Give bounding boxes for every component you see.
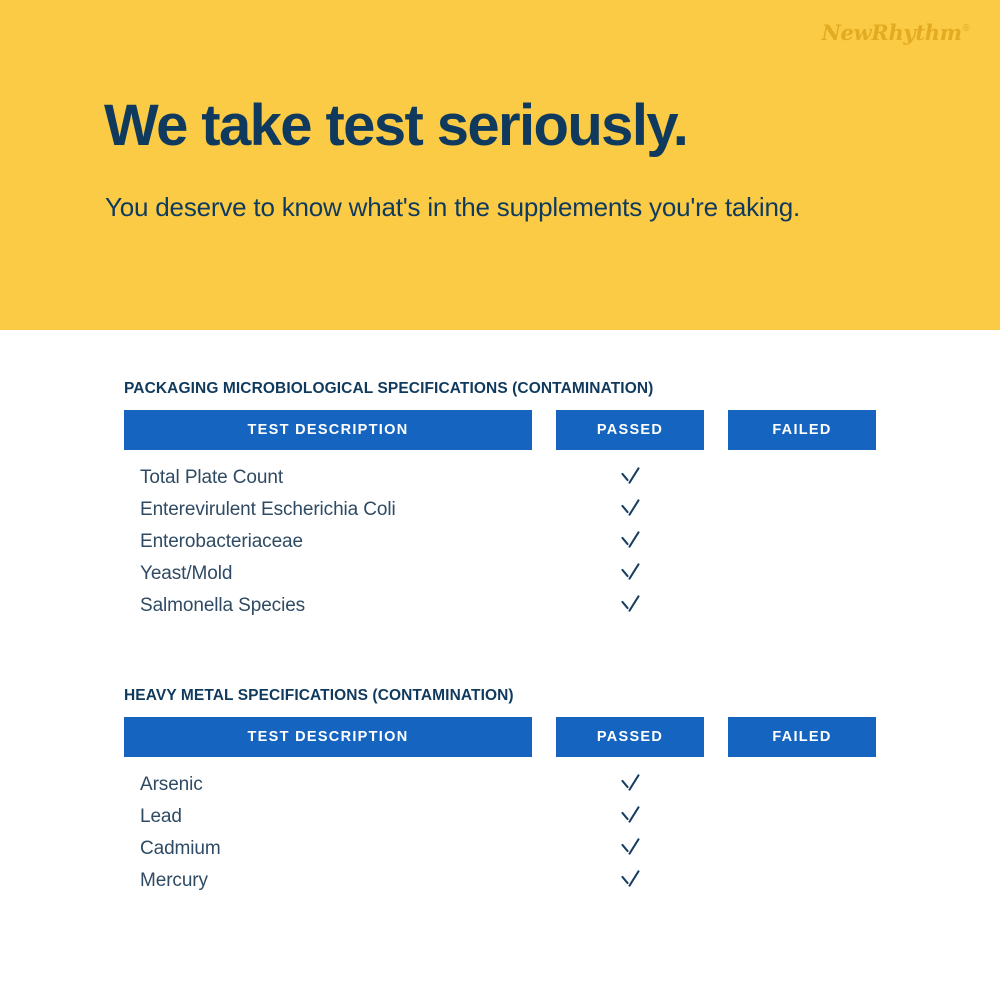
column-header-test-description: TEST DESCRIPTION	[124, 717, 532, 757]
cell-test-description: Salmonella Species	[140, 595, 306, 616]
cell-passed	[556, 498, 704, 523]
hero-banner	[0, 0, 1000, 330]
cell-test-description: Enterevirulent Escherichia Coli	[140, 499, 396, 520]
table-body	[124, 462, 884, 622]
table-row	[124, 558, 884, 590]
table-row	[124, 462, 884, 494]
check-icon	[620, 594, 640, 614]
check-icon	[620, 562, 640, 582]
column-header-failed: FAILED	[728, 410, 876, 450]
table-row	[124, 865, 884, 897]
section-microbiological	[124, 380, 884, 622]
cell-passed	[556, 530, 704, 555]
table-row	[124, 801, 884, 833]
section-title: PACKAGING MICROBIOLOGICAL SPECIFICATIONS (CONTAMINATION)	[124, 380, 654, 397]
table-row	[124, 590, 884, 622]
table-header-row	[124, 717, 884, 757]
registered-trademark-icon: ®	[962, 23, 970, 34]
cell-passed	[556, 562, 704, 587]
check-icon	[620, 869, 640, 889]
check-icon	[620, 498, 640, 518]
table-row	[124, 833, 884, 865]
cell-passed	[556, 773, 704, 798]
page-title: We take test seriously.	[104, 93, 688, 158]
column-header-test-description: TEST DESCRIPTION	[124, 410, 532, 450]
column-header-failed: FAILED	[728, 717, 876, 757]
cell-test-description: Arsenic	[140, 774, 203, 795]
cell-passed	[556, 869, 704, 894]
cell-passed	[556, 594, 704, 619]
check-icon	[620, 805, 640, 825]
table-header-row	[124, 410, 884, 450]
cell-test-description: Cadmium	[140, 838, 221, 859]
table-body	[124, 769, 884, 897]
cell-passed	[556, 805, 704, 830]
check-icon	[620, 773, 640, 793]
cell-test-description: Mercury	[140, 870, 208, 891]
brand-logo	[822, 22, 970, 43]
brand-name: NewRhythm	[821, 20, 962, 45]
column-header-passed: PASSED	[556, 717, 704, 757]
section-title: HEAVY METAL SPECIFICATIONS (CONTAMINATION)	[124, 687, 514, 704]
cell-passed	[556, 837, 704, 862]
cell-passed	[556, 466, 704, 491]
table-row	[124, 526, 884, 558]
cell-test-description: Enterobacteriaceae	[140, 531, 303, 552]
cell-test-description: Total Plate Count	[140, 467, 283, 488]
page-subtitle: You deserve to know what's in the supplements you're taking.	[105, 192, 801, 222]
section-heavy-metal	[124, 687, 884, 897]
check-icon	[620, 837, 640, 857]
table-row	[124, 494, 884, 526]
cell-test-description: Yeast/Mold	[140, 563, 233, 584]
check-icon	[620, 466, 640, 486]
check-icon	[620, 530, 640, 550]
table-row	[124, 769, 884, 801]
column-header-passed: PASSED	[556, 410, 704, 450]
cell-test-description: Lead	[140, 806, 182, 827]
